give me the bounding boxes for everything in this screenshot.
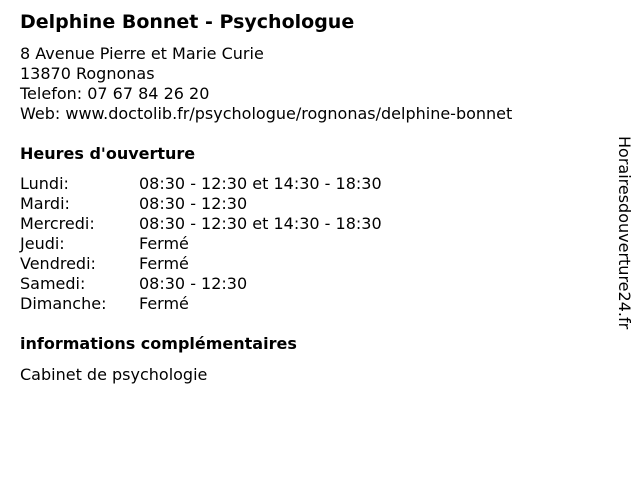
phone-line: Telefon: 07 67 84 26 20 — [20, 84, 210, 103]
contact-info — [20, 44, 512, 124]
time-value: 08:30 - 12:30 — [139, 274, 248, 293]
time-value: Fermé — [139, 234, 189, 253]
day-label: Samedi: — [20, 274, 86, 293]
web-line: Web: www.doctolib.fr/psychologue/rognonas/delphine-bonnet — [20, 104, 513, 123]
extra-info-heading: informations complémentaires — [20, 334, 297, 353]
page-title: Delphine Bonnet - Psychologue — [20, 11, 355, 33]
business-description: Cabinet de psychologie — [20, 365, 208, 384]
day-label: Vendredi: — [20, 254, 96, 273]
address-line: 8 Avenue Pierre et Marie Curie — [20, 44, 264, 63]
day-label: Mardi: — [20, 194, 70, 213]
time-value: 08:30 - 12:30 et 14:30 - 18:30 — [139, 214, 382, 233]
city-line: 13870 Rognonas — [20, 64, 155, 83]
day-label: Jeudi: — [20, 234, 65, 253]
time-value: Fermé — [139, 294, 189, 313]
day-label: Lundi: — [20, 174, 69, 193]
site-watermark — [612, 136, 636, 346]
hours-heading: Heures d'ouverture — [20, 144, 196, 163]
time-value: 08:30 - 12:30 et 14:30 - 18:30 — [139, 174, 382, 193]
time-value: Fermé — [139, 254, 189, 273]
day-label: Dimanche: — [20, 294, 107, 313]
time-value: 08:30 - 12:30 — [139, 194, 248, 213]
day-label: Mercredi: — [20, 214, 95, 233]
watermark-text: Horairesdouverture24.fr — [615, 136, 634, 330]
